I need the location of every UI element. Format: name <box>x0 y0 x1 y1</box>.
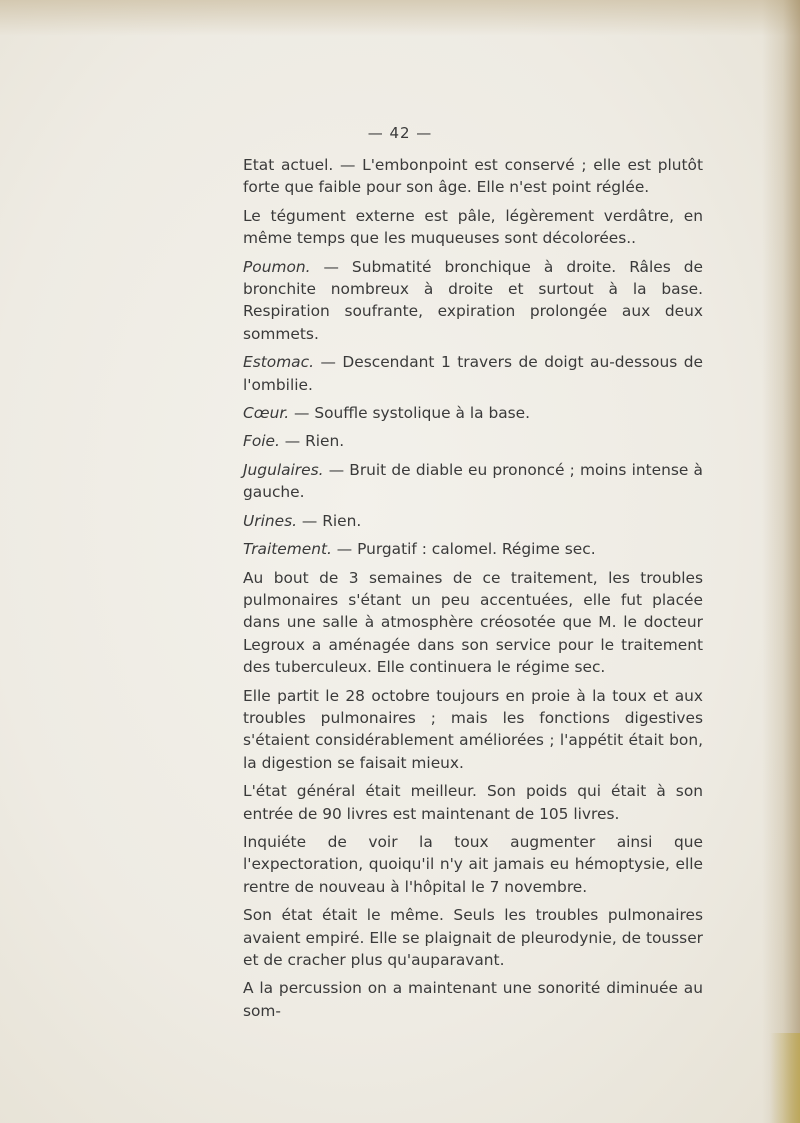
paragraph-text: — Rien. <box>279 432 345 451</box>
paragraph-text: Inquiéte de voir la toux augmenter ainsi que l'expectoration, quoiqu'il n'y ait jamais eu hémoptysie, elle rentre de nouveau à l'hôpital le 7 novembre. <box>243 832 703 896</box>
paragraph-lead: Poumon. <box>243 257 311 276</box>
paragraph <box>243 904 703 971</box>
paragraph-text: Le tégument externe est pâle, légèrement verdâtre, en même temps que les muqueuses sont décolorées.. <box>243 206 703 248</box>
paragraph-text: Son état était le même. Seuls les troubles pulmonaires avaient empiré. Elle se plaignait de pleurodynie, de tousser et de cracher plus qu'auparavant. <box>243 906 703 969</box>
paragraph-text: Au bout de 3 semaines de ce traitement, les troubles pulmonaires s'étant un peu accentuées, elle fut placée dans une salle à atmosphère créosotée que M. le docteur Legroux a aménagée dans son service pour le traitement des tuberculeux. Elle continuera le régime sec. <box>243 568 703 677</box>
paragraph <box>243 685 703 775</box>
paragraph-text: — Purgatif : calomel. Régime sec. <box>331 540 596 559</box>
page-number: — 42 — <box>367 124 433 142</box>
page-edge-shadow-right <box>762 0 800 1123</box>
paragraph-lead: Urines. <box>243 511 298 530</box>
paragraph <box>243 205 703 250</box>
paragraph-text: — Bruit de diable eu prononcé ; moins intense à gauche. <box>243 460 703 502</box>
paragraph <box>243 567 703 679</box>
paragraph <box>243 402 703 424</box>
paragraph-text: — Rien. <box>297 511 362 530</box>
paragraph <box>243 256 703 346</box>
paragraph-text: Elle partit le 28 octobre toujours en proie à la toux et aux troubles pulmonaires ; mais les fonctions digestives s'étaient considérablement améliorées ; l'appétit était bon, la digestion se faisait mieux. <box>243 686 703 772</box>
paragraph <box>243 538 703 560</box>
paragraph <box>243 430 703 452</box>
paragraph-lead: Cœur. <box>243 404 290 423</box>
page-stain-corner <box>770 1033 800 1123</box>
paragraph-lead: Jugulaires. <box>243 460 324 479</box>
page-edge-shadow-top <box>0 0 800 36</box>
paragraph <box>243 459 703 504</box>
paragraph-text: — Submatité bronchique à droite. Râles de bronchite nombreux à droite et surtout à la base. Respiration soufrante, expiration prolongée aux deux sommets. <box>243 257 703 343</box>
paragraph-text: Etat actuel. — L'embonpoint est conservé ; elle est plutôt forte que faible pour son âge. Elle n'est point réglée. <box>243 156 703 197</box>
paragraph <box>243 510 703 532</box>
paragraph <box>243 351 703 396</box>
paragraph-text: — Descendant 1 travers de doigt au-dessous de l'ombilie. <box>243 353 703 394</box>
paragraph-text: L'état général était meilleur. Son poids qui était à son entrée de 90 livres est maintenant de 105 livres. <box>243 782 703 823</box>
paragraph <box>243 977 703 1022</box>
paragraph-lead: Traitement. <box>243 540 332 559</box>
paragraph <box>243 831 703 898</box>
paragraph-lead: Foie. <box>243 432 280 451</box>
paragraph-text: A la percussion on a maintenant une sonorité diminuée au som- <box>243 979 703 1020</box>
paragraph-text: — Souffle systolique à la base. <box>289 404 531 423</box>
paragraph <box>243 154 703 199</box>
body-text <box>243 154 703 1028</box>
paragraph-lead: Estomac. <box>243 353 314 372</box>
paragraph <box>243 780 703 825</box>
